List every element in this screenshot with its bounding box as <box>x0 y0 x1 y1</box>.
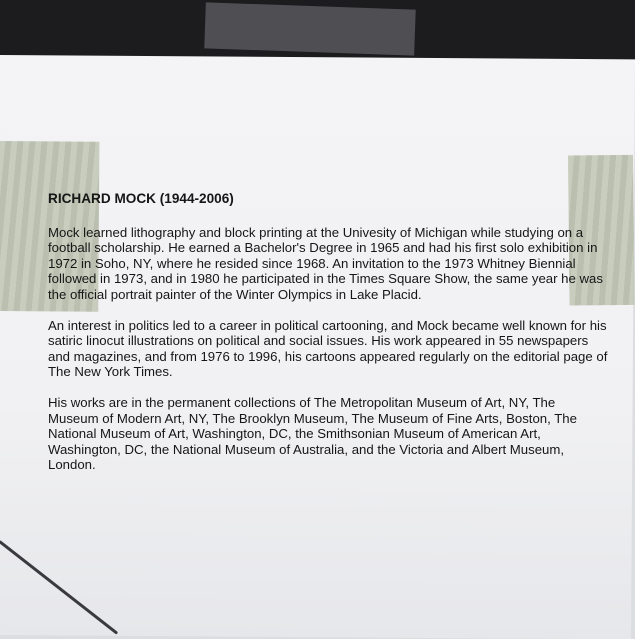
paragraph-collections: His works are in the permanent collections of The Metropolitan Museum of Art, NY, The Museum of Modern Art, NY, The Brooklyn Museum, The Museum of Fine Arts, Boston, The National Museum of Art, Washington, DC, the Smithsonian Museum of American Art, Washington, DC, the National Museum of Australia, and the Victoria and Albert Museum, London. <box>48 394 577 473</box>
paragraph-cartooning: An interest in politics led to a career in political cartooning, and Mock became well known for his satiric linocut illustrations on political and social issues. His work appeared in 55 newspapers and magazines, and from 1976 to 1996, his cartoons appeared regularly on the editorial page of The New York Times. <box>48 317 608 380</box>
document-title: RICHARD MOCK (1944-2006) <box>48 191 234 206</box>
top-tape-strip <box>204 2 415 55</box>
document-body <box>48 191 608 488</box>
paragraph-biography: Mock learned lithography and block printing at the Univesity of Michigan while studying on a football scholarship. He earned a Bachelor's Degree in 1965 and had his first solo exhibition in 1972 in Soho, NY, where he resided since 1968. An invitation to the 1973 Whitney Biennial followed in 1973, and in 1980 he participated in the Times Square Show, the same year he was the official portrait painter of the Winter Olympics in Lake Placid. <box>48 224 603 302</box>
